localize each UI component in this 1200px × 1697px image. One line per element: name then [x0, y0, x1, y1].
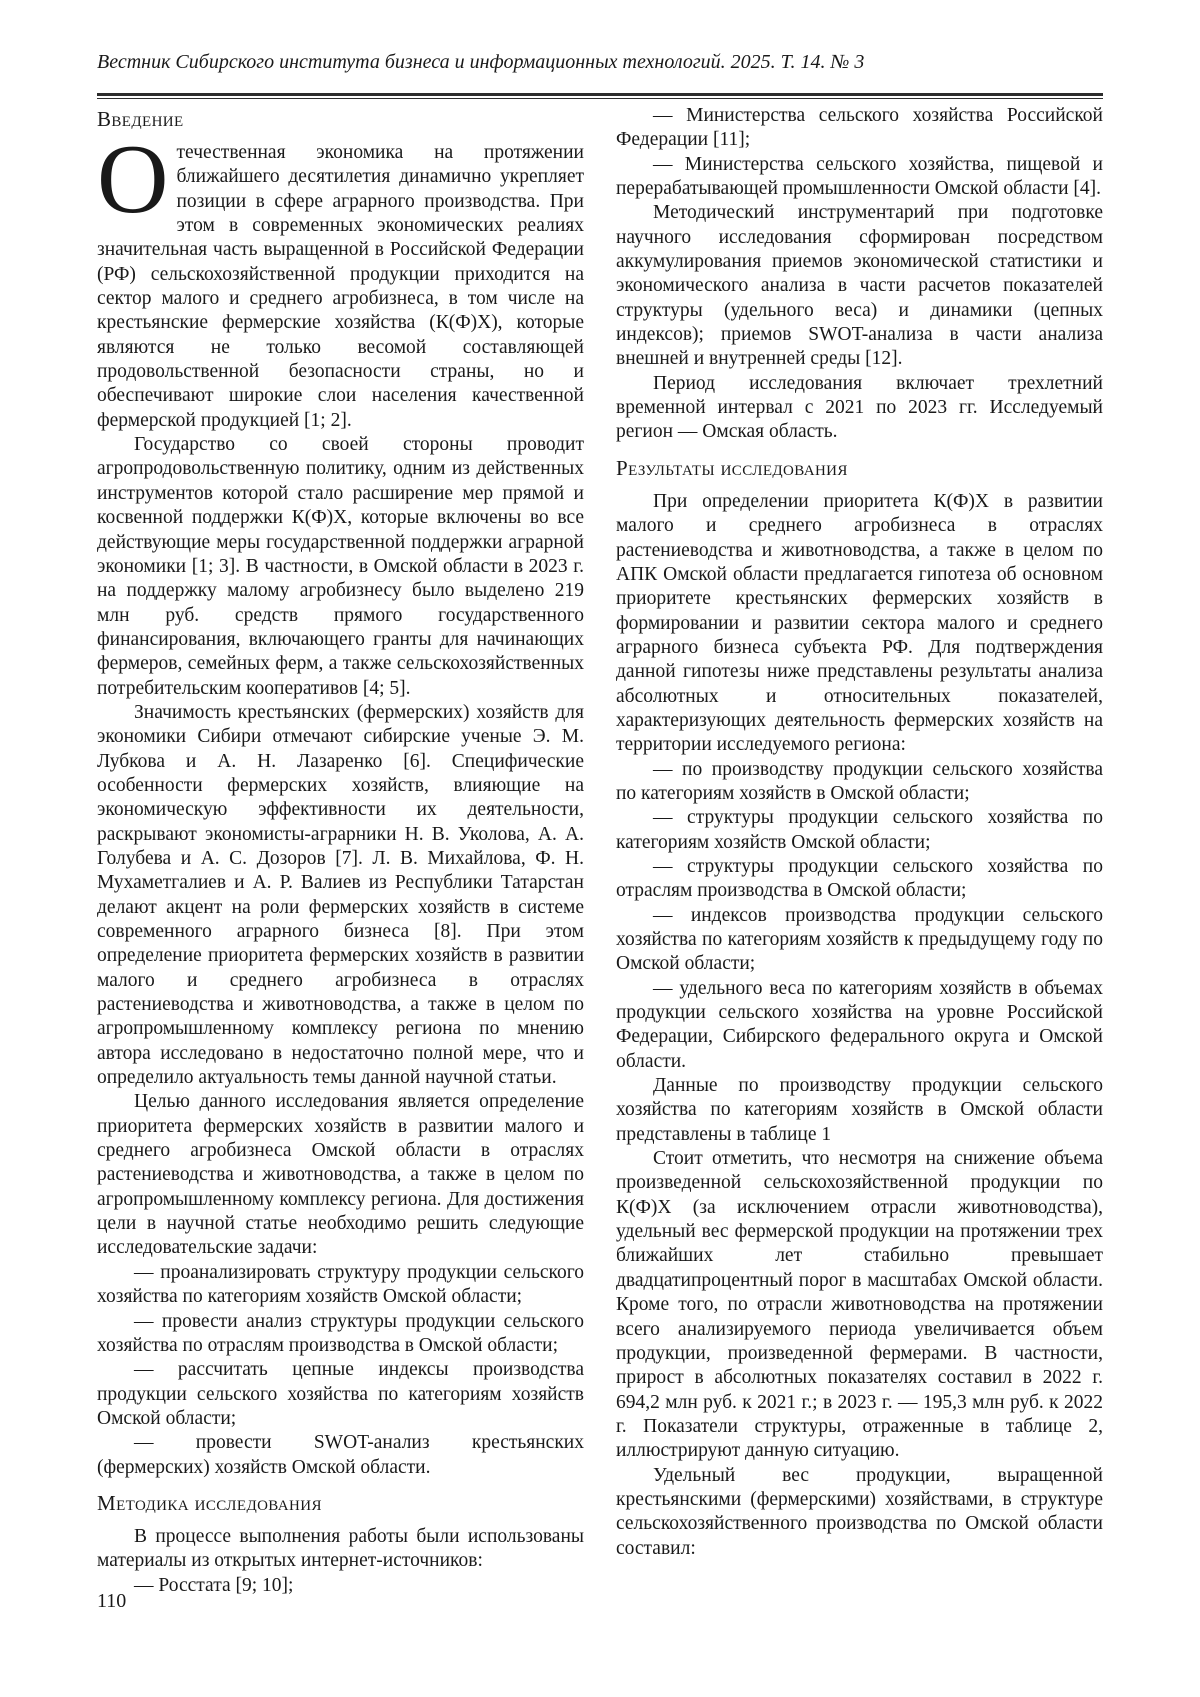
drop-cap: О	[97, 125, 169, 234]
results-paragraph-1: При определении приоритета К(Ф)Х в развитии малого и среднего агробизнеса в отраслях растениеводства и животноводства, а также в целом по АПК Омской области предлагается гипотеза об основном приоритете крестьянских фермерских хозяйств в формировании и развитии сектора малого и среднего аграрного бизнеса субъекта РФ. Для подтверждения данной гипотезы ниже представлены результаты анализа абсолютных и относительных показателей, характеризующих деятельность фермерских хозяйств на территории исследуемого региона:	[616, 490, 1103, 756]
task-item: — проанализировать структуру продукции сельского хозяйства по категориям хозяйств Омской области;	[97, 1261, 584, 1308]
results-paragraph-2: Данные по производству продукции сельского хозяйства по категориям хозяйств в Омской области представлены в таблице 1	[616, 1075, 1103, 1145]
source-item: — Росстата [9; 10];	[134, 1574, 294, 1596]
indicator-item: — по производству продукции сельского хозяйства по категориям хозяйств в Омской области;	[616, 758, 1103, 804]
header-divider	[97, 93, 1103, 99]
indicator-item: — структуры продукции сельского хозяйства по отраслям производства в Омской области;	[616, 855, 1103, 902]
section-heading-introduction: Введение	[97, 107, 184, 131]
indicator-item: — индексов производства продукции сельского хозяйства по категориям хозяйств к предыдущему году по Омской области;	[616, 904, 1103, 975]
methods-paragraph-3: Период исследования включает трехлетний временной интервал с 2021 по 2023 гг. Исследуемый регион — Омская область.	[616, 372, 1103, 443]
intro-paragraph-3: Значимость крестьянских (фермерских) хозяйств для экономики Сибири отмечают сибирские ученые Э. М. Лубкова и А. Н. Лазаренко [6]. Специфические особенности фермерских хозяйств, влияющие на экономическую эффективности их деятельности, раскрывают экономисты-аграрники Н. В. Уколова, А. А. Голубева и А. С. Дозоров [7]. Л. В. Михайлова, Ф. Н. Мухаметгалиев и А. Р. Валиев из Республики Татарстан делают акцент на роли фермерских хозяйств в системе современного аграрного бизнеса [8]. При этом определение приоритета фермерских хозяйств в развитии малого и среднего агробизнеса в отраслях растениеводства и животноводства, а также в целом по агропромышленному комплексу региона по мнению автора исследовано в недостаточно полной мере, что и определило актуальность темы данной научной статьи.	[97, 701, 584, 1089]
task-item: — провести анализ структуры продукции сельского хозяйства по отраслям производства в Омской области;	[97, 1310, 584, 1356]
task-item: — провести SWOT-анализ крестьянских (фермерских) хозяйств Омской области.	[97, 1432, 584, 1478]
source-item: — Министерства сельского хозяйства, пищевой и перерабатывающей промышленности Омской области [4].	[616, 153, 1103, 200]
intro-paragraph-1	[97, 125, 584, 433]
source-item: — Министерства сельского хозяйства Российской Федерации [11];	[616, 105, 1103, 151]
methods-paragraph-2: Методический инструментарий при подготовке научного исследования сформирован посредством аккумулирования приемов экономической статистики и экономического анализа в части расчетов показателей структуры (удельного веса) и динамики (цепных индексов); приемов SWOT-анализа в части анализа внешней и внутренней среды [12].	[616, 202, 1103, 370]
indicator-item: — структуры продукции сельского хозяйства по категориям хозяйств Омской области;	[616, 807, 1103, 853]
intro-paragraph-1-text: течественная экономика на протяжении ближайшего десятилетия динамично укрепляет позиции в сфере аграрного производства. При этом в современных экономических реалиях значительная часть выращенной в Российской Федерации (РФ) сельскохозяйственной продукции приходится на сектор малого и среднего агробизнеса, в том числе на крестьянские фермерские хозяйства (К(Ф)Х), которые являются не только весомой составляющей продовольственной безопасности страны, но и обеспечивают широкие слои населения качественной фермерской продукцией [1; 2].	[97, 142, 584, 431]
running-head: Вестник Сибирского института бизнеса и информационных технологий. 2025. Т. 14. № 3	[97, 51, 865, 73]
section-heading-methods: Методика исследования	[97, 1490, 322, 1515]
indicator-item: — удельного веса по категориям хозяйств в объемах продукции сельского хозяйства на уровне Российской Федерации, Сибирского федерального округа и Омской области.	[616, 977, 1103, 1072]
results-paragraph-3: Стоит отметить, что несмотря на снижение объема произведенной сельскохозяйственной продукции по К(Ф)Х (за исключением отрасли животноводства), удельный вес фермерской продукции на протяжении трех ближайших лет стабильно превышает двадцатипроцентный порог в масштабах Омской области. Кроме того, по отрасли животноводства на протяжении всего анализируемого периода увеличивается объем продукции, произведенной фермерами. В частности, прирост в абсолютных показателях составил в 2022 г. 694,2 млн руб. к 2021 г.; в 2023 г. — 195,3 млн руб. к 2022 г. Показатели структуры, отраженные в таблице 2, иллюстрируют данную ситуацию.	[616, 1148, 1103, 1462]
two-column-layout	[97, 104, 1103, 1598]
results-paragraph-4: Удельный вес продукции, выращенной крестьянскими (фермерскими) хозяйствами, в структуре сельскохозяйственного производства по Омской области составил:	[616, 1464, 1103, 1559]
right-column	[616, 104, 1103, 1598]
page-number: 110	[97, 1590, 127, 1612]
intro-paragraph-2: Государство со своей стороны проводит агропродовольственную политику, одним из действенных инструментов которой стало расширение мер прямой и косвенной поддержки К(Ф)Х, которые включены во все действующие меры государственной поддержки аграрной экономики [1; 3]. В частности, в Омской области в 2023 г. на поддержку малому агробизнесу было выделено 219 млн руб. средств прямого государственного финансирования, включающего гранты для начинающих фермеров, семейных ферм, а также сельскохозяйственных потребительским кооперативов [4; 5].	[97, 434, 584, 699]
left-column	[97, 104, 584, 1598]
methods-paragraph-1: В процессе выполнения работы были использованы материалы из открытых интернет-источников:	[97, 1525, 584, 1572]
task-item: — рассчитать цепные индексы производства продукции сельского хозяйства по категориям хозяйств Омской области;	[97, 1359, 584, 1429]
section-heading-results: Результаты исследования	[616, 455, 848, 480]
intro-paragraph-4: Целью данного исследования является определение приоритета фермерских хозяйств в развитии малого и среднего агробизнеса Омской области в отраслях растениеводства и животноводства, а также в целом по агропромышленному комплексу региона. Для достижения цели в научной статье необходимо решить следующие исследовательские задачи:	[97, 1091, 584, 1259]
